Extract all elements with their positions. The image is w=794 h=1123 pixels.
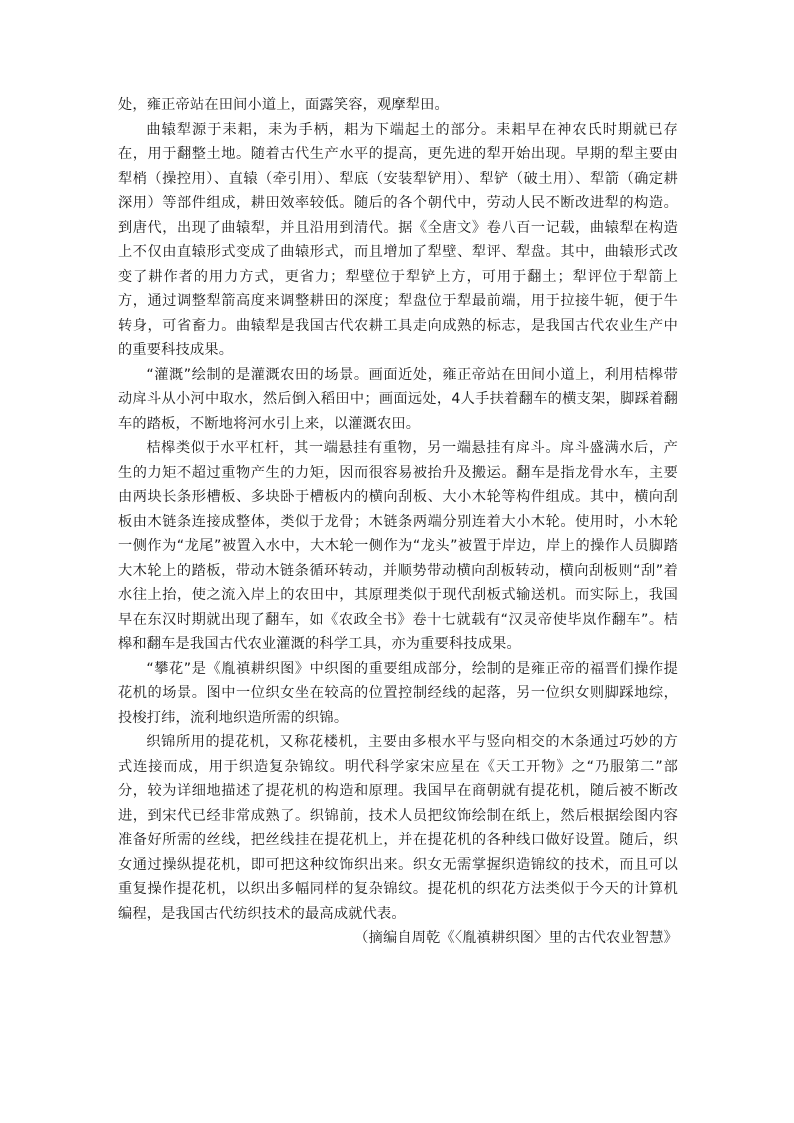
paragraph-continuation: 处，雍正帝站在田间小道上，面露笑容，观摩犁田。 bbox=[118, 97, 449, 113]
source-citation: （摘编自周乾《〈胤禛耕织图〉里的古代农业智慧》 bbox=[354, 930, 678, 946]
paragraph-plough: 曲辕犁源于耒耜，耒为手柄，耜为下端起土的部分。耒耜早在神农氏时期就已存在，用于翻整土地。随着古代生产水平的提高，更先进的犁开始出现。早期的犁主要由犁梢（操控用）、直辕（牵引用）、犁底（安装犁铲用）、犁铲（破土用）、犁箭（确定耕深用）等部件组成，耕田效率较低。随后的各个朝代中，劳动人民不断改进犁的构造。到唐代，出现了曲辕犁，并且沿用到清代。据《全唐文》卷八百一记载，曲辕犁在构造上不仅由直辕形式变成了曲辕形式，而且增加了犁壁、犁评、犁盘。其中，曲辕形式改变了耕作者的用力方式，更省力；犁壁位于犁铲上方，可用于翻土；犁评位于犁箭上方，通过调整犁箭高度来调整耕田的深度；犁盘位于犁最前端，用于拉接牛轭，便于牛转身，可省畜力。曲辕犁是我国古代农耕工具走向成熟的标志，是我国古代农业生产中的重要科技成果。 bbox=[118, 121, 678, 358]
paragraph-jacquard-loom: 织锦所用的提花机，又称花楼机，主要由多根水平与竖向相交的木条通过巧妙的方式连接而成，用于织造复杂锦纹。明代科学家宋应星在《天工开物》之“乃服第二”部分，较为详细地描述了提花机的构造和原理。我国早在商朝就有提花机，随后被不断改进，到宋代已经非常成熟了。织锦前，技术人员把纹饰绘制在纸上，然后根据绘图内容准备好所需的丝线，把丝线挂在提花机上，并在提花机的各种线口做好设置。随后，织女通过操纵提花机，即可把这种纹饰织出来。织女无需掌握织造锦纹的技术，而且可以重复操作提花机，以织出多幅同样的复杂锦纹。提花机的织花方法类似于今天的计算机编程，是我国古代纺织技术的最高成就代表。 bbox=[118, 734, 678, 922]
document-page bbox=[118, 93, 678, 951]
paragraph-irrigation-scene: “灌溉”绘制的是灌溉农田的场景。画面近处，雍正帝站在田间小道上，利用桔槔带动戽斗从小河中取水，然后倒入稻田中；画面远处，4人手扶着翻车的横支架，脚踩着翻车的踏板，不断地将河水引上来，以灌溉农田。 bbox=[118, 366, 678, 432]
paragraph-panhua-scene: “攀花”是《胤禛耕织图》中织图的重要组成部分，绘制的是雍正帝的福晋们操作提花机的场景。图中一位织女坐在较高的位置控制经线的起落，另一位织女则脚踩地综，投梭打纬，流利地织造所需的织锦。 bbox=[118, 660, 678, 726]
paragraph-irrigation-tools: 桔槔类似于水平杠杆，其一端悬挂有重物，另一端悬挂有戽斗。戽斗盛满水后，产生的力矩不超过重物产生的力矩，因而很容易被抬升及搬运。翻车是指龙骨水车，主要由两块长条形槽板、多块卧于槽板内的横向刮板、大小木轮等构件组成。其中，横向刮板由木链条连接成整体，类似于龙骨；木链条两端分别连着大小木轮。使用时，小木轮一侧作为“龙尾”被置入水中，大木轮一侧作为“龙头”被置于岸边，岸上的操作人员脚踏大木轮上的踏板，带动木链条循环转动，并顺势带动横向刮板转动，横向刮板则“刮”着水往上抬，使之流入岸上的农田中，其原理类似于现代刮板式输送机。而实际上，我国早在东汉时期就出现了翻车，如《农政全书》卷十七就载有“汉灵帝使毕岚作翻车”。桔槔和翻车是我国古代农业灌溉的科学工具，亦为重要科技成果。 bbox=[118, 440, 678, 652]
